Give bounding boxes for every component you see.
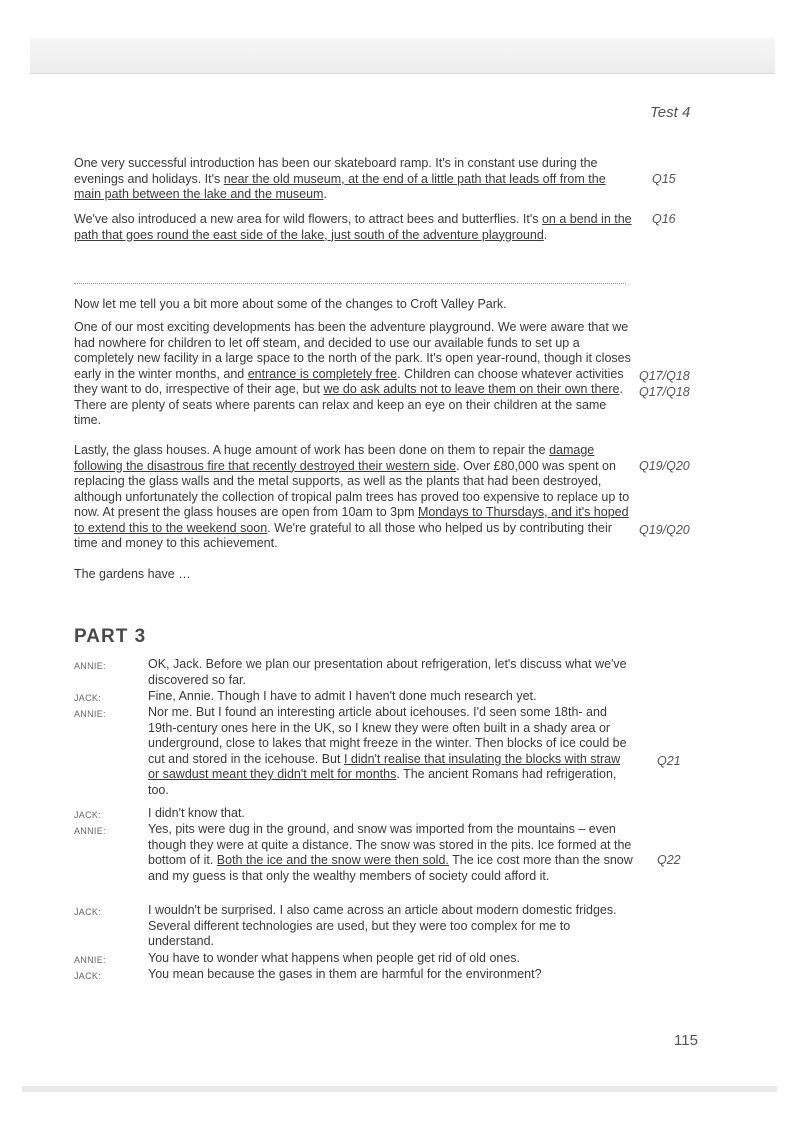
paragraph-glasshouses: Lastly, the glass houses. A huge amount of work has been done on them to repair the damage following the disastrous fire that recently destroyed their western side. Over £80,000 was spent on replacing the glass walls and the metal supports, as well as the plants that had been destroyed, although unfortunately the collection of tropical palm trees has proved too expensive to replace up to now. At present the glass houses are open from 10am to 3pm Mondays to Thursdays, and it's hoped to extend this to the weekend soon. We're grateful to all those who helped us by contributing their time and money to this achievement. — [74, 443, 630, 550]
question-marker: Q19/Q20 — [639, 459, 690, 473]
speaker-label: ANNIE: — [74, 661, 106, 671]
dialogue-line: Fine, Annie. Though I have to admit I haven't done much research yet. — [148, 689, 537, 703]
page-number: 115 — [674, 1032, 698, 1049]
speaker-label: JACK: — [74, 693, 102, 703]
speaker-label: ANNIE: — [74, 709, 106, 719]
divider — [74, 283, 626, 284]
dialogue-line: OK, Jack. Before we plan our presentation about refrigeration, let's discuss what we've discovered so far. — [148, 657, 627, 687]
paragraph-wildflowers: We've also introduced a new area for wild flowers, to attract bees and butterflies. It's on a bend in the path that goes round the east side of the lake, just south of the adventure playground. — [74, 212, 632, 242]
speaker-label: JACK: — [74, 971, 102, 981]
scan-artifact-bottom — [22, 1086, 777, 1092]
test-header: Test 4 — [650, 104, 691, 121]
dialogue-line: I didn't know that. — [148, 806, 245, 820]
speaker-label: ANNIE: — [74, 955, 106, 965]
dialogue-line: You mean because the gases in them are harmful for the environment? — [148, 967, 542, 981]
speaker-label: JACK: — [74, 907, 102, 917]
question-marker: Q16 — [652, 212, 676, 226]
paragraph-closing: The gardens have … — [74, 567, 191, 581]
question-marker: Q22 — [657, 853, 681, 867]
paragraph-skateboard: One very successful introduction has been our skateboard ramp. It's in constant use during the evenings and holidays. It's near the old museum, at the end of a little path that leads off from the main path between the lake and the museum. — [74, 156, 606, 201]
speaker-label: ANNIE: — [74, 826, 106, 836]
paragraph-intro: Now let me tell you a bit more about some of the changes to Croft Valley Park. — [74, 297, 507, 311]
paragraph-playground: One of our most exciting developments has been the adventure playground. We were aware that we had nowhere for children to let off steam, and decided to use our available funds to set up a completely new facility in a large space to the north of the park. It's open year-round, though it closes early in the winter months, and entrance is completely free. Children can choose whatever activities they want to do, irrespective of their age, but we do ask adults not to leave them on their own there. There are plenty of seats where parents can relax and keep an eye on their children at the same time. — [74, 320, 631, 427]
dialogue-line: Nor me. But I found an interesting article about icehouses. I'd seen some 18th- and 19th-century ones here in the UK, so I knew they were often built in a shady area or underground, close to lakes that might freeze in the winter. Then blocks of ice could be cut and stored in the icehouse. But I didn't realise that insulating the blocks with straw or sawdust meant they didn't melt for months. The ancient Romans had refrigeration, too. — [148, 705, 627, 797]
part-heading: PART 3 — [74, 626, 147, 647]
speaker-label: JACK: — [74, 810, 102, 820]
question-marker: Q17/Q18 — [639, 369, 690, 383]
question-marker: Q19/Q20 — [639, 523, 690, 537]
dialogue-line: I wouldn't be surprised. I also came across an article about modern domestic fridges. Several different technologies are used, but they were too complex for me to understand. — [148, 903, 617, 948]
question-marker: Q15 — [652, 172, 676, 186]
question-marker: Q21 — [657, 754, 681, 768]
dialogue-line: You have to wonder what happens when people get rid of old ones. — [148, 951, 521, 965]
scan-artifact-top — [30, 38, 775, 74]
question-marker: Q17/Q18 — [639, 385, 690, 399]
dialogue-line: Yes, pits were dug in the ground, and snow was imported from the mountains – even though they were at quite a distance. The snow was stored in the pits. Ice formed at the bottom of it. Both the ice and the snow were then sold. The ice cost more than the snow and my guess is that only the wealthy members of society could afford it. — [148, 822, 633, 883]
